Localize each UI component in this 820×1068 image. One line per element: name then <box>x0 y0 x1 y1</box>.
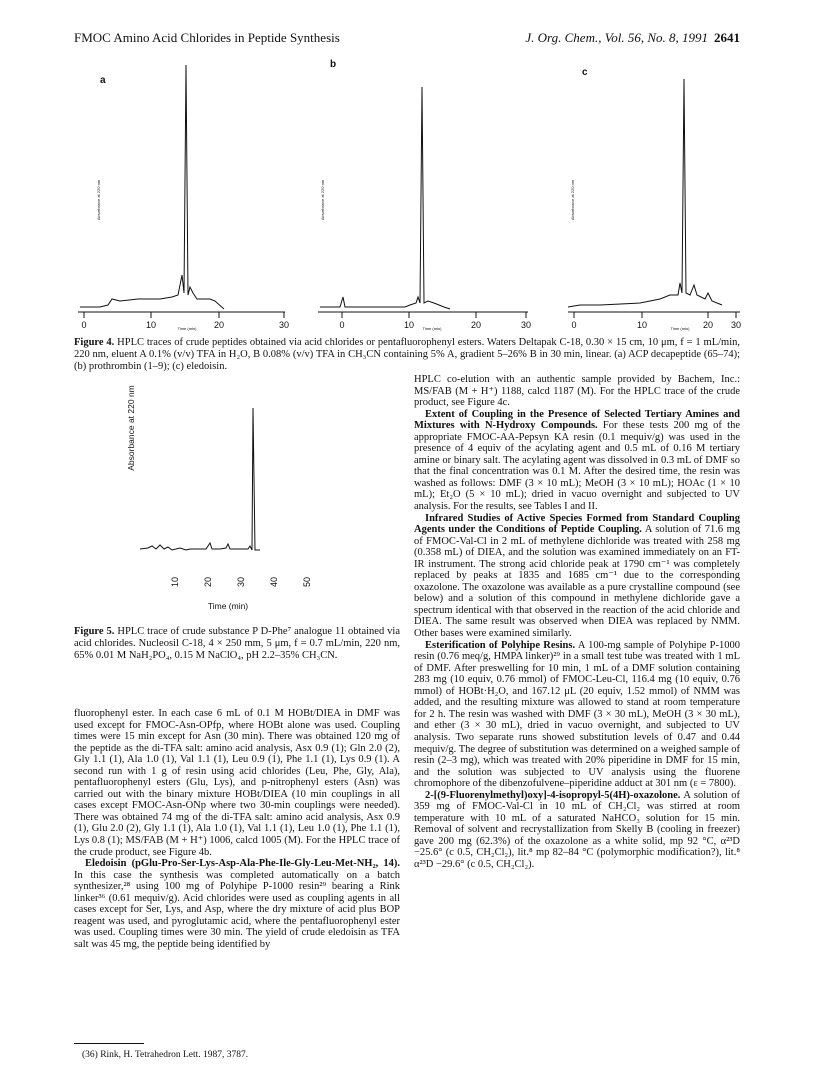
figure-5-x-axis-label: Time (min) <box>207 601 249 611</box>
x-axis-label-a: Time (min) <box>177 326 197 331</box>
panel-label-a: a <box>100 75 106 86</box>
figure-5-x-tick-20: 20 <box>203 576 213 588</box>
x-tick-a-30: 30 <box>278 320 290 330</box>
panel-label-c: c <box>582 67 588 78</box>
paragraph: Extent of Coupling in the Presence of Selected Tertiary Amines and Mixtures with N-Hydroxy Compounds. For these tests 200 mg of the appropriate FMOC-AA-Pepsyn KA resin (0.1 mequiv/g) was used in the presence of 4 equiv of the acylating agent and 0.5 mL of 0.16 M tertiary amine or binary salt. The acylating agent was dissolved in 0.3 mL of DMF so that the final concentration was 0.1 M. After the desired time, the resin was washed as follows: DMF (3 × 10 mL); MeOH (3 × 10 mL); HOAc (1 × 10 mL); Et₂O (5 × 10 mL); dried in vacuo overnight and subjected to UV analysis. For the results, see Tables I and II. <box>414 408 740 513</box>
figure-5-chromatogram <box>120 368 370 618</box>
x-axis-label-b: Time (min) <box>422 326 442 331</box>
figure-5-x-tick-50: 50 <box>302 576 312 588</box>
x-tick-b-20: 20 <box>470 320 482 330</box>
panel-label-b: b <box>330 59 337 70</box>
page-number: 2641 <box>714 30 740 45</box>
running-header <box>74 30 740 46</box>
figure-5-x-tick-10: 10 <box>170 576 180 588</box>
y-axis-label-b: Absorbance at 220 nm <box>320 179 325 221</box>
paragraph: 2-[(9-Fluorenylmethyl)oxy]-4-isopropyl-5(4H)-oxazolone. A solution of 359 mg of FMOC-Val-Cl in 10 mL of CH₂Cl₂ was stirred at room temperature with 10 mL of a saturated NaHCO₃ solution for 15 min. Removal of solvent and recrystallization from Skelly B (cooling in freezer) gave 200 mg (62.3%) of the oxazolone as a white solid, mp 92 °C, α²³D −25.6° (c 0.5, CH₂Cl₂), lit.⁸ mp 82–84 °C (polymorphic modification?), lit.⁸ α²³D −29.6° (c 0.5, CH₂Cl₂). <box>414 789 741 870</box>
figure-5-y-axis-label: Absorbance at 220 nm <box>126 385 136 471</box>
trace-figure-5 <box>140 408 260 550</box>
x-tick-b-0: 0 <box>339 320 345 330</box>
running-title: FMOC Amino Acid Chlorides in Peptide Synthesis <box>74 30 340 45</box>
x-tick-b-30: 30 <box>520 320 532 330</box>
x-tick-c-10: 10 <box>636 320 648 330</box>
figure-5-caption: Figure 5. HPLC trace of crude substance P D-Phe⁷ analogue 11 obtained via acid chlorides. Nucleosil C-18, 4 × 250 mm, 5 μm, f = 0.7 mL/min, 220 nm, 65% 0.01 M NaH₂PO₄, 0.15 M NaClO₄, pH 2.2–35% CH₃CN. <box>74 626 400 662</box>
y-axis-label-c: Absorbance at 220 nm <box>570 179 575 221</box>
left-column <box>74 708 400 950</box>
paragraph: Infrared Studies of Active Species Formed from Standard Coupling Agents under the Conditions of Peptide Coupling. A solution of 71.6 mg of FMOC-Val-Cl in 2 mL of methylene dichloride was treated with 258 mg (0.358 mL) of DIEA, and the solution was examined immediately on an FT-IR instrument. The strong acid chloride peak at 1790 cm⁻¹ was completely replaced by peaks at 1835 and 1685 cm⁻¹ due to the corresponding oxazolone. The oxazolone was available as a pure crystalline compound (see below) and a solution of this compound in methylene dichloride gave a spectrum identical with that observed in the reaction of the acid chloride and DIEA. The same result was observed when DIEA was replaced by NMM. Other bases were examined similarly. <box>414 512 740 640</box>
y-axis-label-a: Absorbance at 220 nm <box>96 179 101 221</box>
x-tick-a-0: 0 <box>81 320 87 330</box>
trace-a <box>80 65 224 309</box>
paragraph: Esterification of Polyhipe Resins. A 100-mg sample of Polyhipe P-1000 resin (0.76 meq/g, HMPA linker)²⁹ in a small test tube was treated with 1 mL of DMF. After preswelling for 10 min, 1 mL of a DMF solution containing 283 mg (10 equiv, 0.76 mmol) of FMOC-Leu-Cl, 116.4 mg (10 equiv, 0.76 mmol) of HOBt·H₂O, and 167.12 μL (20 equiv, 1.52 mmol) of NMM was added, and the resulting mixture was allowed to stand at room temperature for 2 h. The resin was washed with DMF (3 × 30 mL), MeOH (3 × 30 mL), and ether (3 × 30 mL), dried in vacuo overnight, and subjected to UV analysis. Two separate runs showed substitution levels of 0.47 and 0.44 mequiv/g. The degree of substitution was determined on a weighed sample of resin (2–3 mg), which was treated with 20% piperidine in DMF for 15 min, and the solution was subjected to UV analysis using the fluorene chromophore of the dibenzofulvene–piperidine adduct at 301 nm (ε = 7800). <box>414 639 741 790</box>
footnote: (36) Rink, H. Tetrahedron Lett. 1987, 3787. <box>82 1050 249 1060</box>
paragraph: Eledoisin (pGlu-Pro-Ser-Lys-Asp-Ala-Phe-Ile-Gly-Leu-Met-NH₂, 14). In this case the synthesis was completed automatically on a batch synthesizer,²⁸ using 100 mg of Polyhipe P-1000 resin²⁹ bearing a Rink linker³⁶ (0.61 mequiv/g). Acid chlorides were used as coupling agents in all cases except for Ser, Lys, and Asp, where the dry mixture of acid plus BOP reagent was used, and pyroglutamic acid, where the pentafluorophenyl ester was used. Coupling times were 30 min. The yield of crude eledoisin as TFA salt was 45 mg, the peptide being identified by <box>74 858 400 950</box>
trace-c <box>568 79 722 307</box>
x-tick-a-10: 10 <box>145 320 157 330</box>
right-column <box>414 374 740 871</box>
paragraph: HPLC co-elution with an authentic sample provided by Bachem, Inc.: MS/FAB (M + H⁺) 1188, calcd 1187 (M). For the HPLC trace of the crude product, see Figure 4c. <box>414 374 740 409</box>
x-tick-c-0: 0 <box>571 320 577 330</box>
x-tick-c-30: 30 <box>730 320 742 330</box>
figure-5-x-tick-40: 40 <box>269 576 279 588</box>
figure-4-chromatograms <box>60 55 760 335</box>
journal-citation: J. Org. Chem., Vol. 56, No. 8, 1991 2641 <box>525 30 740 45</box>
figure-4-caption: Figure 4. HPLC traces of crude peptides obtained via acid chlorides or pentafluorophenyl esters. Waters Deltapak C-18, 0.30 × 15 cm, 10 μm, f = 1 mL/min, 220 nm, eluent A 0.1% (v/v) TFA in H₂O, B 0.08% (v/v) TFA in CH₃CN containing 5% A, gradient 5–26% B in 30 min, linear. (a) ACP decapeptide (65–74); (b) prothrombin (1–9); (c) eledoisin. <box>74 337 740 373</box>
figure-5-x-tick-30: 30 <box>236 576 246 588</box>
x-tick-a-20: 20 <box>213 320 225 330</box>
x-axis-label-c: Time (min) <box>670 326 690 331</box>
paragraph: fluorophenyl ester. In each case 6 mL of 0.1 M HOBt/DIEA in DMF was used except for FMOC-Asn-OPfp, where HOBt alone was used. Coupling times were 15 min except for Asn (30 min). There was obtained 120 mg of the peptide as the di-TFA salt: amino acid analysis, Asx 0.9 (1); Gln 2.0 (2), Gly 1.1 (1), Ala 1.0 (1), Val 1.1 (1), Leu 0.9 (1), Phe 1.1 (1), Lys 0.9 (1). A second run with 1 g of resin using acid chlorides (Leu, Phe, Gly, Ala), pentafluorophenyl esters (Glu, Lys), and p-nitrophenyl esters (Asn) was carried out with the binary mixture HOBt/DIEA (10 min couplings in all cases except FMOC-Asn-ONp where two 30-min couplings were needed). There was obtained 74 mg of the di-TFA salt: amino acid analysis, Asx 0.9 (1), Glu 2.0 (2), Gly 1.1 (1), Ala 1.0 (1), Val 1.1 (1), Leu 1.0 (1), Phe 1.1 (1), Lys 0.8 (1); MS/FAB (M + H⁺) 1006, calcd 1005 (M). For the HPLC trace of the crude product, see Figure 4b. <box>74 708 400 858</box>
trace-b <box>320 87 450 309</box>
x-tick-b-10: 10 <box>403 320 415 330</box>
footnote-rule <box>74 1043 144 1044</box>
x-tick-c-20: 20 <box>702 320 714 330</box>
